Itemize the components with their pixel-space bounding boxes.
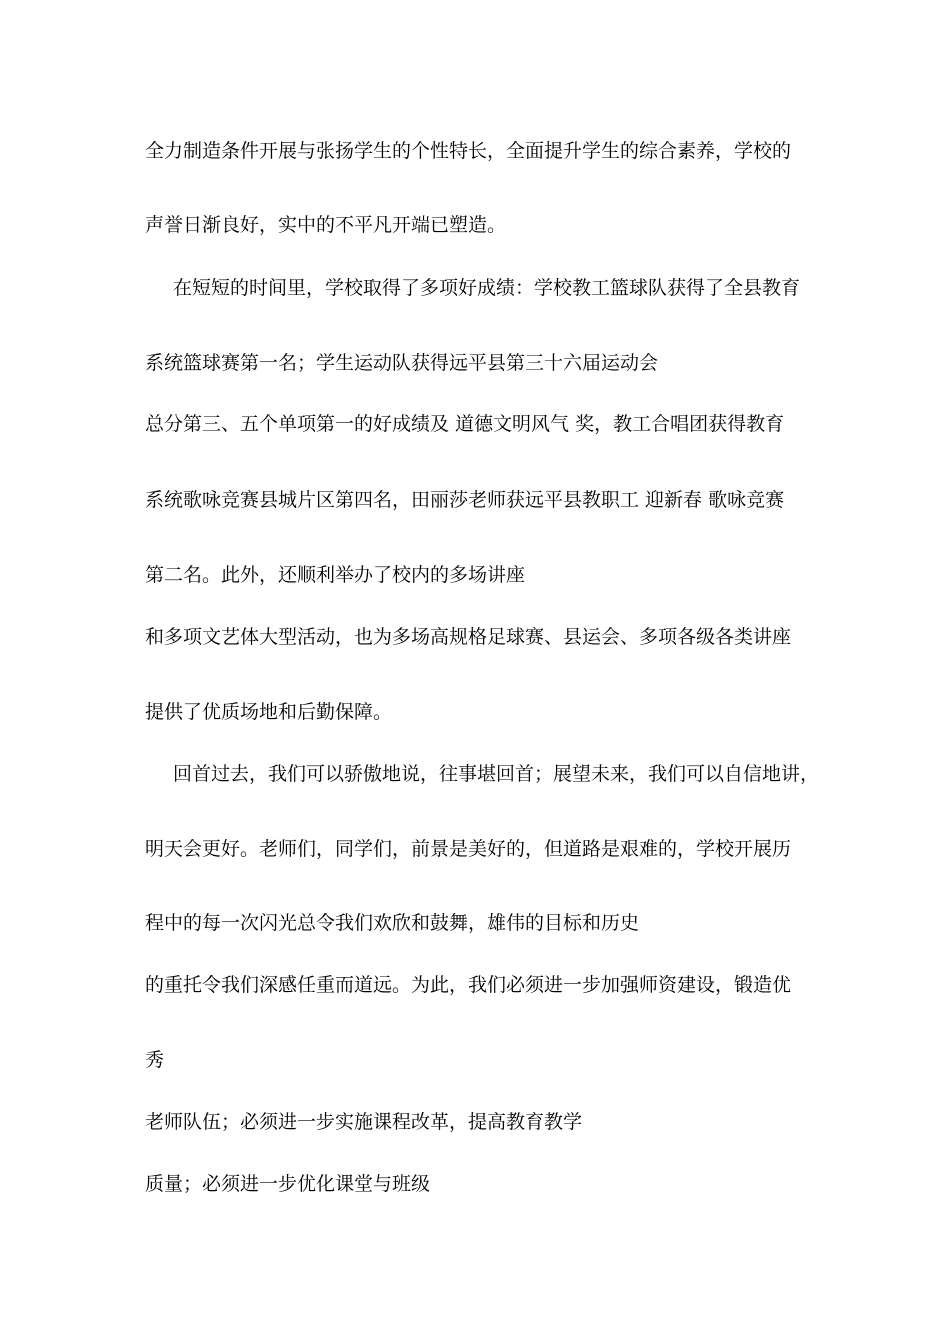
text-line: 老师队伍；必须进一步实施课程改革，提高教育教学 (145, 1111, 583, 1133)
text-line: 和多项文艺体大型活动，也为多场高规格足球赛、县运会、多项各级各类讲座 (145, 626, 792, 648)
text-line: 提供了优质场地和后勤保障。 (145, 701, 393, 723)
text-line: 程中的每一次闪光总令我们欢欣和鼓舞，雄伟的目标和历史 (145, 912, 640, 934)
text-line: 系统歌咏竞赛县城片区第四名，田丽莎老师获远平县教职工 迎新春 歌咏竞赛 (145, 489, 785, 511)
text-line: 系统篮球赛第一名；学生运动队获得远平县第三十六届运动会 (145, 352, 659, 374)
text-line: 明天会更好。老师们，同学们，前景是美好的，但道路是艰难的，学校开展历 (145, 838, 792, 860)
text-line: 质量；必须进一步优化课堂与班级 (145, 1173, 431, 1195)
paragraph-start-line: 回首过去，我们可以骄傲地说，往事堪回首；展望未来，我们可以自信地讲， (173, 763, 820, 785)
text-line: 秀 (145, 1049, 165, 1071)
text-line: 第二名。此外，还顺利举办了校内的多场讲座 (145, 564, 526, 586)
text-line: 的重托令我们深感任重而道远。为此，我们必须进一步加强师资建设，锻造优 (145, 974, 792, 996)
text-line: 全力制造条件开展与张扬学生的个性特长，全面提升学生的综合素养，学校的 (145, 140, 792, 162)
paragraph-start-line: 在短短的时间里，学校取得了多项好成绩：学校教工篮球队获得了全县教育 (173, 277, 801, 299)
text-line: 声誉日渐良好，实中的不平凡开端已塑造。 (145, 214, 507, 236)
text-line: 总分第三、五个单项第一的好成绩及 道德文明风气 奖，教工合唱团获得教育 (145, 413, 785, 435)
